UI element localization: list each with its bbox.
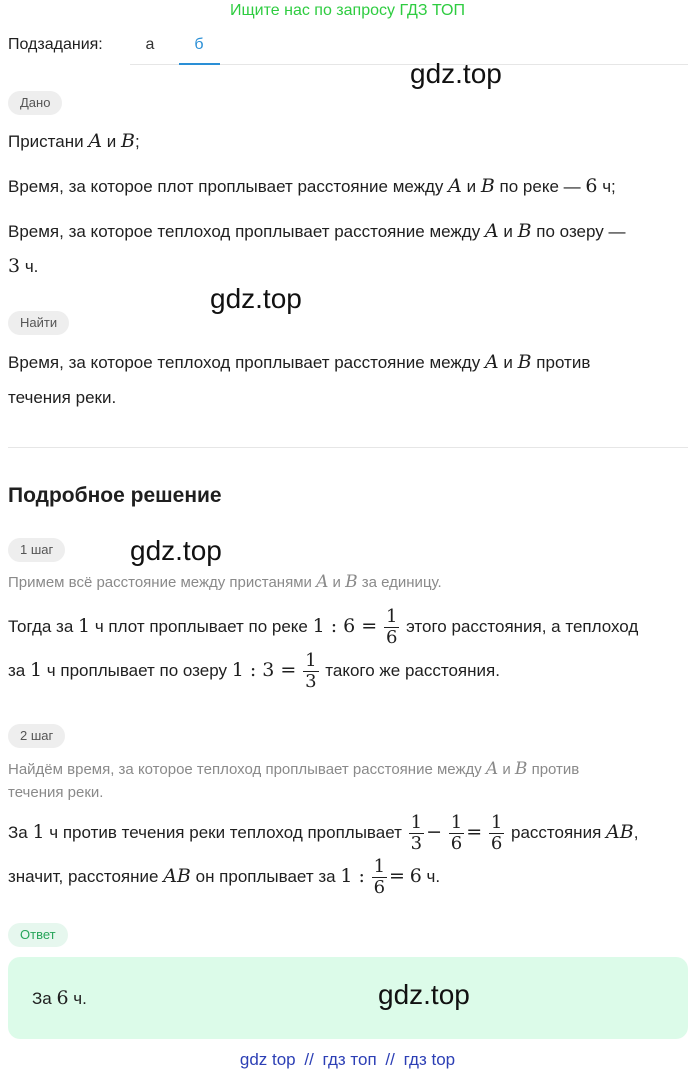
step-2-badge: 2 шаг <box>8 724 65 748</box>
fraction: $\frac{1}{6}$ <box>450 812 463 855</box>
step-2-line-2: значит, расстояние AB он проплывает за 1 : $\frac{1}{6}$ = 6 ч. <box>8 856 441 899</box>
given-line-2: Время, за которое плот проплывает расстояние между A и B по реке — 6 ч; <box>8 175 616 197</box>
footer-link-2[interactable]: гдз топ <box>322 1050 377 1069</box>
solution-title: Подробное решение <box>8 484 222 507</box>
footer-link-3[interactable]: гдз top <box>403 1050 456 1069</box>
fraction: $\frac{1}{6}$ <box>373 856 386 899</box>
step-1-line-2: за 1 ч проплывает по озеру 1 : 3 = $\frac{1}{3}$ такого же расстояния. <box>8 650 500 693</box>
given-badge: Дано <box>8 91 62 115</box>
given-line-1: Пристани A и B; <box>8 130 140 152</box>
fraction: $\frac{1}{6}$ <box>385 606 398 649</box>
given-line-4: 3 ч. <box>8 255 39 277</box>
answer-badge: Ответ <box>8 923 68 947</box>
watermark: gdz.top <box>410 58 502 89</box>
step-1-badge: 1 шаг <box>8 538 65 562</box>
find-badge: Найти <box>8 311 69 335</box>
find-line-1: Время, за которое теплоход проплывает расстояние между A и B против <box>8 351 591 373</box>
subtasks-label: Подзадания: <box>8 36 103 53</box>
step-2-note-1: Найдём время, за которое теплоход проплывает расстояние между A и B против <box>8 759 580 779</box>
tab-subtask-a[interactable]: а <box>145 36 155 53</box>
active-tab-indicator <box>179 63 220 65</box>
step-2-line-1: За 1 ч против течения реки теплоход проплывает $\frac{1}{3}$ − $\frac{1}{6}$ = $\frac{1}{6}$ расстояния AB, <box>8 812 639 855</box>
watermark: gdz.top <box>378 979 470 1010</box>
footer-separator: // <box>304 1050 314 1069</box>
section-divider <box>8 447 688 448</box>
answer-box <box>8 957 688 1039</box>
footer-link-1[interactable]: gdz top <box>239 1050 296 1069</box>
tab-subtask-b[interactable]: б <box>194 36 204 53</box>
fraction: $\frac{1}{6}$ <box>490 812 503 855</box>
footer-separator: // <box>385 1050 395 1069</box>
watermark: gdz.top <box>210 283 302 314</box>
watermark: gdz.top <box>130 535 222 566</box>
fraction: $\frac{1}{3}$ <box>410 812 423 855</box>
promo-banner: Ищите нас по запросу ГДЗ ТОП <box>230 2 465 19</box>
step-2-note-2: течения реки. <box>8 784 104 801</box>
answer-text: За 6 ч. <box>32 987 87 1009</box>
find-line-2: течения реки. <box>8 388 117 407</box>
step-1-line-1: Тогда за 1 ч плот проплывает по реке 1 : 6 = $\frac{1}{6}$ этого расстояния, а теплоход <box>8 606 639 649</box>
fraction: $\frac{1}{3}$ <box>305 650 317 693</box>
given-line-3: Время, за которое теплоход проплывает расстояние между A и B по озеру — <box>8 220 626 242</box>
footer-links <box>0 1050 695 1070</box>
step-1-note: Примем всё расстояние между пристанями A и B за единицу. <box>8 572 442 592</box>
